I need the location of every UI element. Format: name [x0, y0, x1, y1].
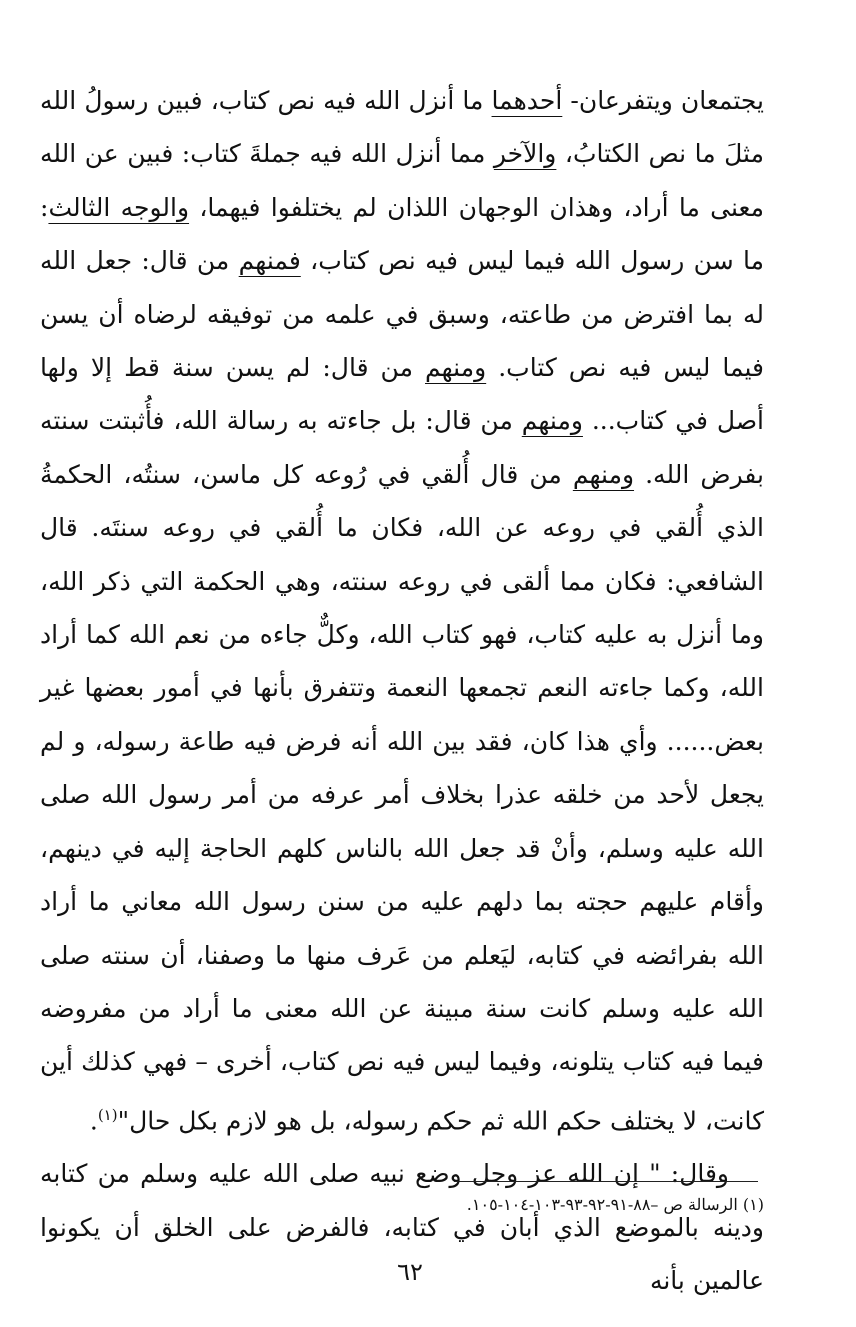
main-text	[40, 74, 764, 1308]
text-segment: من قال أُلقي في رُوعه كل ماسن، سنتُه، الحكمةُ الذي أُلقي في روعه عن الله، فكان ما أُلقي في روعه سنتَه. قال الشافعي: فكان مما ألقى في روعه سنته، وهي الحكمة التي ذكر الله، وما أنزل به عليه كتاب، فهو كتاب الله، وكلٌّ جاءه من نعم الله كما أراد الله، وكما جاءته النعم تجمعها النعمة وتتفرق بأنها في أمور بعضها غير بعض...... وأي هذا كان، فقد بين الله أنه فرض فيه طاعة رسوله، و لم يجعل لأحد من خلقه عذرا بخلاف أمر عرفه من أمر رسول الله صلى الله عليه وسلم، وأنْ قد جعل الله بالناس كلهم الحاجة إليه في دينهم، وأقام عليهم حجته بما دلهم عليه من سنن رسول الله معاني ما أراد الله بفرائضه في كتابه، ليَعلم من عَرف منها ما وصفنا، أن سنته صلى الله عليه وسلم كانت سنة مبينة عن الله معنى ما أراد من مفروضه فيما فيه كتاب يتلونه، وفيما ليس فيه نص كتاب، أخرى – فهي كذلك أين كانت، لا يختلف حكم الله ثم حكم رسوله، بل هو لازم بكل حال"	[40, 459, 764, 1136]
text-segment: مما أنزل الله فيه جملةَ كتاب: فبين عن الله معنى ما أراد، وهذان الوجهان اللذان لم يختلفوا فيهما،	[40, 139, 765, 222]
footnote-separator	[454, 1181, 758, 1182]
page-number: ٦٢	[397, 1258, 423, 1286]
underlined-term: ومنهم	[572, 459, 635, 489]
underlined-term: ومنهم	[425, 353, 487, 383]
footnote-reference: (١)	[97, 1105, 118, 1124]
text-segment: من قال: بل جاءته به رسالة الله، فأُثبتت سنته بفرض الله.	[40, 406, 764, 489]
text-segment: من قال: لم يسن سنة قط إلا ولها أصل في كتاب...	[40, 353, 764, 436]
underlined-term: والوجه الثالث	[48, 192, 190, 222]
underlined-term: أحدهما	[491, 86, 563, 115]
paragraph-1	[40, 74, 764, 1147]
text-segment: من قال: جعل الله له بما افترض من طاعته، وسبق في علمه من توفيقه لرضاه أن يسن فيما ليس فيه نص كتاب.	[40, 246, 764, 383]
text-segment: يجتمعان ويتفرعان-	[562, 86, 764, 115]
underlined-term: والآخر	[493, 139, 557, 169]
text-segment: ما أنزل الله فيه نص كتاب، فبين رسولُ الله مثلَ ما نص الكتابُ،	[40, 86, 764, 169]
text-segment: : ما سن رسول الله فيما ليس فيه نص كتاب،	[40, 192, 764, 276]
underlined-term: فمنهم	[238, 246, 301, 276]
underlined-term: ومنهم	[521, 406, 583, 436]
text-segment: .	[89, 1106, 98, 1136]
footnote: (١) الرسالة ص –٨٨-٩١-٩٢-٩٣-١٠٣-١٠٤-١٠٥.	[466, 1195, 764, 1214]
paragraph-2: وقال: " إن الله عز وجل وضع نبيه صلى الله عليه وسلم من كتابه ودينه بالموضع الذي أبان في كتابه، فالفرض على الخلق أن يكونوا عالمين بأنه	[40, 1159, 764, 1296]
